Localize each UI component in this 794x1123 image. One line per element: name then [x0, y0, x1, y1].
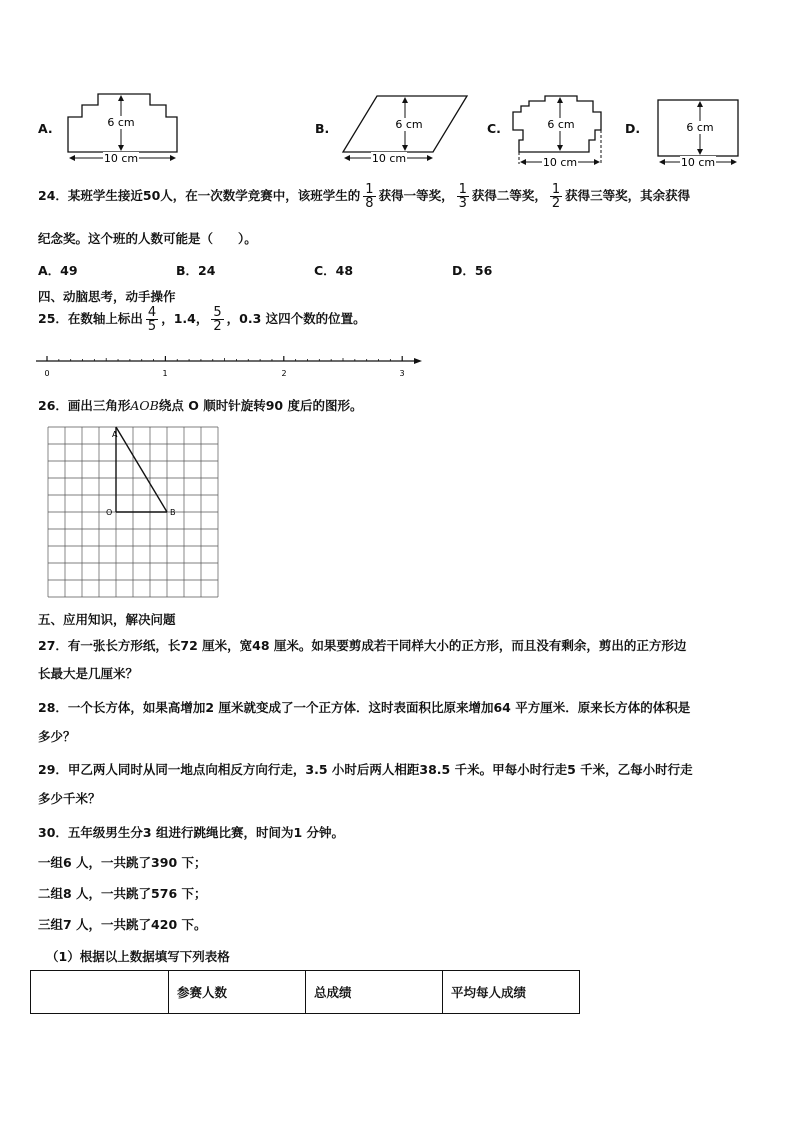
section5-title: 五、应用知识，解决问题 — [38, 612, 176, 627]
q30-line1: 30．五年级男生分3 组进行跳绳比赛，时间为1 分钟。 — [38, 825, 344, 840]
q26-line — [38, 396, 362, 414]
q24-fraction-2: $\frac{1}{3}$ — [458, 182, 467, 211]
q25-text-1: 25．在数轴上标出 — [38, 311, 143, 326]
option-d-letter: D. — [625, 121, 641, 136]
option-c-figure — [505, 88, 615, 170]
q25-text-2: ，1.4， — [161, 311, 209, 326]
q27-line2: 长最大是几厘米？ — [38, 666, 139, 681]
point-b-label: B — [170, 508, 176, 517]
triangle-side-ab — [116, 427, 167, 512]
table-header-average-score: 平均每人成绩 — [443, 971, 580, 1014]
option-c-letter: C. — [487, 121, 501, 136]
table-header-participants: 参赛人数 — [169, 971, 306, 1014]
option-b-figure — [335, 88, 475, 168]
q25-fraction-2: $\frac{5}{2}$ — [213, 305, 222, 334]
table-header-total-score: 总成绩 — [306, 971, 443, 1014]
q24-option-d: D．56 — [452, 263, 493, 278]
q30-sub1: （1）根据以上数据填写下列表格 — [46, 949, 230, 964]
q30-group-2: 二组8 人，一共跳了576 下； — [38, 886, 207, 901]
number-line-label-0: 0 — [44, 369, 50, 378]
option-b-letter: B. — [315, 121, 330, 136]
number-line — [30, 352, 430, 380]
option-c-height-label: 6 cm — [547, 118, 575, 131]
section4-title: 四、动脑思考，动手操作 — [38, 289, 176, 304]
table-row — [31, 971, 580, 1014]
option-a-height-label: 6 cm — [107, 116, 135, 129]
number-line-label-1: 1 — [162, 369, 168, 378]
q26-text-1: 26．画出三角形 — [38, 398, 131, 413]
option-a-letter: A. — [38, 121, 53, 136]
option-a-base-label: 10 cm — [103, 152, 139, 165]
point-o-label: O — [106, 508, 113, 517]
q25-line — [38, 306, 366, 333]
q24-line2: 纪念奖。这个班的人数可能是（ ）。 — [38, 231, 257, 246]
q24-text-4: 获得三等奖，其余获得 — [565, 188, 691, 203]
option-b-base-label: 10 cm — [371, 152, 407, 165]
q29-line2: 多少千米？ — [38, 791, 101, 806]
q30-group-3: 三组7 人，一共跳了420 下。 — [38, 917, 207, 932]
q28-line2: 多少？ — [38, 729, 76, 744]
q24-fraction-1: $\frac{1}{8}$ — [365, 182, 374, 211]
q24-line1 — [38, 183, 690, 210]
table-cell[interactable] — [31, 971, 169, 1014]
option-c-base-label: 10 cm — [542, 156, 578, 169]
option-d-figure — [650, 92, 750, 168]
q24-text-3: 获得二等奖， — [471, 188, 547, 203]
q24-text-2: 获得一等奖， — [378, 188, 454, 203]
score-table — [30, 970, 580, 1014]
option-b-height-label: 6 cm — [395, 118, 423, 131]
point-a-label: A — [112, 430, 118, 439]
q24-fraction-3: $\frac{1}{2}$ — [551, 182, 561, 211]
q26-triangle-name: AOB — [130, 398, 159, 413]
grid-figure — [47, 426, 219, 598]
q24-option-c: C．48 — [314, 263, 354, 278]
option-d-base-label: 10 cm — [680, 156, 716, 168]
q25-text-3: ，0.3 这四个数的位置。 — [226, 311, 366, 326]
option-d-height-label: 6 cm — [686, 121, 714, 134]
q24-option-b: B．24 — [176, 263, 216, 278]
option-a-figure — [60, 88, 190, 168]
q25-fraction-1: $\frac{4}{5}$ — [147, 305, 157, 334]
number-line-label-3: 3 — [399, 369, 405, 378]
q24-text-1: 24．某班学生接近50人，在一次数学竞赛中，该班学生的 — [38, 188, 361, 203]
q28-line1: 28．一个长方体，如果高增加2 厘米就变成了一个正方体．这时表面积比原来增加64 平方厘米．原来长方体的体积是 — [38, 700, 691, 715]
q30-group-1: 一组6 人，一共跳了390 下； — [38, 855, 207, 870]
q24-option-a: A．49 — [38, 263, 78, 278]
q29-line1: 29．甲乙两人同时从同一地点向相反方向行走，3.5 小时后两人相距38.5 千米。甲每小时行走5 千米，乙每小时行走 — [38, 762, 693, 777]
q27-line1: 27．有一张长方形纸，长72 厘米，宽48 厘米。如果要剪成若干同样大小的正方形，而且没有剩余，剪出的正方形边 — [38, 638, 687, 653]
q26-text-2: 绕点 O 顺时针旋转90 度后的图形。 — [158, 398, 363, 413]
number-line-label-2: 2 — [281, 369, 287, 378]
